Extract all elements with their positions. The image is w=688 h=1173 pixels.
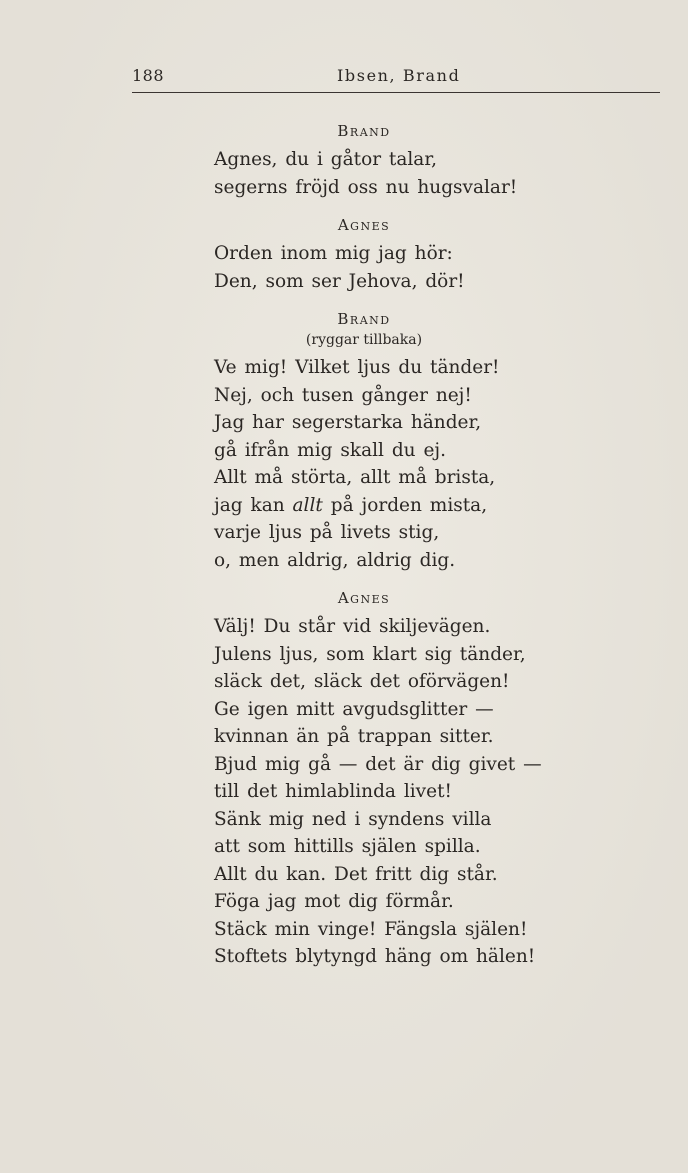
speaker-name: Agnes bbox=[337, 589, 391, 607]
verse-line: Stäck min vinge! Fängsla själen! bbox=[214, 918, 528, 940]
verse-line bbox=[214, 492, 594, 520]
speech-block bbox=[214, 116, 594, 201]
verse-line: Orden inom mig jag hör: bbox=[214, 243, 453, 264]
verse-line: segerns fröjd oss nu hugsvalar! bbox=[214, 176, 518, 198]
running-head: Ibsen, Brand bbox=[337, 66, 461, 85]
verse-line: o, men aldrig, aldrig dig. bbox=[214, 549, 456, 571]
verse-line: Stoftets blytyngd häng om hälen! bbox=[214, 946, 536, 967]
verse-line: Ge igen mitt avgudsglitter — bbox=[214, 698, 494, 720]
verse-line: Nej, och tusen gånger nej! bbox=[214, 384, 472, 406]
verse-line: Välj! Du står vid skiljevägen. bbox=[214, 616, 491, 637]
verse-line: Ve mig! Vilket ljus du tänder! bbox=[214, 357, 500, 378]
page-header bbox=[132, 66, 660, 93]
verse-line: Den, som ser Jehova, dör! bbox=[214, 270, 465, 292]
speaker-name: Agnes bbox=[337, 216, 391, 234]
speech-block bbox=[214, 210, 594, 295]
emphasized-word: allt bbox=[292, 494, 323, 516]
verse-line: Föga jag mot dig förmår. bbox=[214, 891, 454, 912]
verse-line: släck det, släck det oförvägen! bbox=[214, 671, 510, 692]
verse-line: Julens ljus, som klart sig tänder, bbox=[214, 643, 526, 665]
verse-line: Allt du kan. Det fritt dig står. bbox=[214, 863, 498, 885]
verse-text bbox=[214, 114, 594, 980]
speaker-name: Brand bbox=[337, 310, 391, 328]
verse-line: gå ifrån mig skall du ej. bbox=[214, 439, 447, 461]
verse-line-text: jag kan bbox=[214, 494, 293, 516]
speaker-name: Brand bbox=[337, 122, 391, 140]
verse-line: Agnes, du i gåtor talar, bbox=[214, 149, 438, 170]
verse-line: kvinnan än på trappan sitter. bbox=[214, 726, 494, 747]
verse-line: varje ljus på livets stig, bbox=[214, 522, 440, 543]
verse-line: Sänk mig ned i syndens villa bbox=[214, 808, 492, 830]
stage-direction: (ryggar tillbaka) bbox=[305, 332, 423, 348]
speech-block bbox=[214, 304, 594, 574]
verse-line: till det himlablinda livet! bbox=[214, 781, 452, 802]
verse-line: att som hittills själen spilla. bbox=[214, 836, 481, 857]
verse-line-text: på jorden mista, bbox=[322, 494, 488, 516]
verse-line: Jag har segerstarka händer, bbox=[214, 412, 482, 433]
verse-line: Bjud mig gå — det är dig givet — bbox=[214, 753, 542, 775]
verse-line: Allt må störta, allt må brista, bbox=[214, 467, 496, 488]
page-number: 188 bbox=[132, 66, 165, 85]
speech-block bbox=[214, 583, 594, 971]
